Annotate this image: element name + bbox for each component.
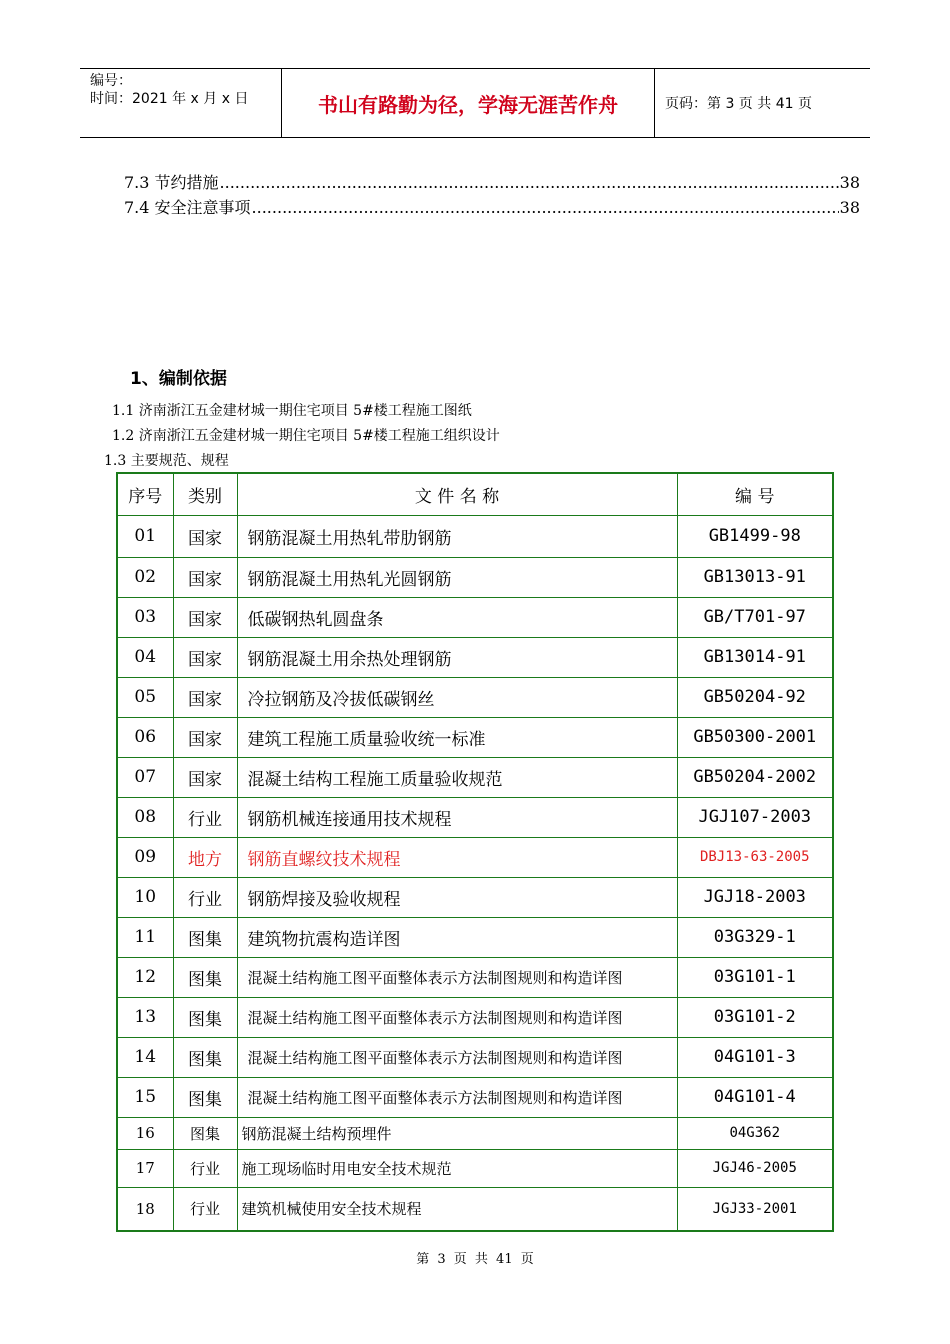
row-name: 钢筋混凝土结构预埋件 <box>237 1117 677 1149</box>
row-category: 国家 <box>173 557 237 597</box>
table-row <box>117 877 833 917</box>
row-no: 10 <box>117 877 173 917</box>
standards-table <box>116 472 834 1232</box>
table-row <box>117 1149 833 1187</box>
row-category: 图集 <box>173 1037 237 1077</box>
row-name: 建筑物抗震构造详图 <box>237 917 677 957</box>
row-category: 图集 <box>173 997 237 1037</box>
row-category: 行业 <box>173 877 237 917</box>
page-header <box>80 68 870 138</box>
row-code: GB13014-91 <box>677 637 833 677</box>
row-name: 冷拉钢筋及冷拔低碳钢丝 <box>237 677 677 717</box>
header-page-code: 页码：第 3 页 共 41 页 <box>665 96 812 112</box>
row-code: JGJ107-2003 <box>677 797 833 837</box>
row-code: GB/T701-97 <box>677 597 833 637</box>
row-name: 施工现场临时用电安全技术规范 <box>237 1149 677 1187</box>
header-cell-category: 类别 <box>173 473 237 515</box>
row-no: 09 <box>117 837 173 877</box>
toc-entry-page: 38 <box>839 173 860 192</box>
table-header-row <box>117 473 833 515</box>
toc-entry-label: 7.4 安全注意事项 <box>124 198 251 217</box>
table-row <box>117 515 833 557</box>
row-category: 图集 <box>173 957 237 997</box>
row-no: 17 <box>117 1149 173 1187</box>
row-no: 03 <box>117 597 173 637</box>
row-no: 05 <box>117 677 173 717</box>
table-row <box>117 1077 833 1117</box>
row-code: GB50204-2002 <box>677 757 833 797</box>
row-no: 08 <box>117 797 173 837</box>
row-no: 04 <box>117 637 173 677</box>
page-footer: 第 3 页 共 41 页 <box>416 1252 534 1267</box>
section-title: 1、编制依据 <box>130 369 227 389</box>
row-category: 国家 <box>173 597 237 637</box>
row-category: 国家 <box>173 637 237 677</box>
row-category: 行业 <box>173 1187 237 1231</box>
table-row <box>117 797 833 837</box>
row-no: 01 <box>117 515 173 557</box>
row-category: 国家 <box>173 677 237 717</box>
table-row <box>117 957 833 997</box>
row-name: 钢筋焊接及验收规程 <box>237 877 677 917</box>
row-name: 钢筋混凝土用热轧带肋钢筋 <box>237 515 677 557</box>
row-code: JGJ18-2003 <box>677 877 833 917</box>
row-code: GB50300-2001 <box>677 717 833 757</box>
row-no: 15 <box>117 1077 173 1117</box>
row-name: 建筑机械使用安全技术规程 <box>237 1187 677 1231</box>
row-code: JGJ46-2005 <box>677 1149 833 1187</box>
toc-leader-dots <box>220 173 839 192</box>
row-name: 混凝土结构工程施工质量验收规范 <box>237 757 677 797</box>
row-no: 16 <box>117 1117 173 1149</box>
table-row <box>117 917 833 957</box>
row-code: GB13013-91 <box>677 557 833 597</box>
table-row <box>117 637 833 677</box>
row-category: 国家 <box>173 717 237 757</box>
header-cell-no: 序号 <box>117 473 173 515</box>
table-row-highlighted <box>117 837 833 877</box>
header-time-label: 时间：2021 年 x 月 x 日 <box>90 91 249 107</box>
row-name: 钢筋混凝土用热轧光圆钢筋 <box>237 557 677 597</box>
header-info <box>80 69 280 137</box>
row-no: 07 <box>117 757 173 797</box>
row-code: GB50204-92 <box>677 677 833 717</box>
table-row <box>117 997 833 1037</box>
table-row <box>117 1037 833 1077</box>
row-category: 图集 <box>173 1077 237 1117</box>
row-category: 地方 <box>173 837 237 877</box>
row-code: 04G362 <box>677 1117 833 1149</box>
row-name: 钢筋机械连接通用技术规程 <box>237 797 677 837</box>
toc-entry[interactable] <box>124 170 860 192</box>
header-cell-code: 编 号 <box>677 473 833 515</box>
header-number-label: 编号： <box>90 73 132 89</box>
basis-item-2: 1.2 济南浙江五金建材城一期住宅项目 5#楼工程施工组织设计 <box>112 428 500 444</box>
row-no: 06 <box>117 717 173 757</box>
row-code: DBJ13-63-2005 <box>677 837 833 877</box>
row-category: 行业 <box>173 797 237 837</box>
row-code: JGJ33-2001 <box>677 1187 833 1231</box>
table-row <box>117 1187 833 1231</box>
header-cell-name: 文 件 名 称 <box>237 473 677 515</box>
row-code: 03G329-1 <box>677 917 833 957</box>
toc-entry[interactable] <box>124 195 860 217</box>
row-name: 低碳钢热轧圆盘条 <box>237 597 677 637</box>
row-category: 行业 <box>173 1149 237 1187</box>
table-row <box>117 677 833 717</box>
row-name: 混凝土结构施工图平面整体表示方法制图规则和构造详图 <box>237 1037 677 1077</box>
table-row <box>117 557 833 597</box>
row-name: 建筑工程施工质量验收统一标准 <box>237 717 677 757</box>
row-code: 04G101-4 <box>677 1077 833 1117</box>
header-motto: 书山有路勤为径，学海无涯苦作舟 <box>281 69 655 137</box>
row-code: GB1499-98 <box>677 515 833 557</box>
row-name: 混凝土结构施工图平面整体表示方法制图规则和构造详图 <box>237 957 677 997</box>
toc-leader-dots <box>252 198 839 217</box>
row-category: 图集 <box>173 1117 237 1149</box>
row-name: 钢筋直螺纹技术规程 <box>237 837 677 877</box>
toc-entry-page: 38 <box>839 198 860 217</box>
table-row <box>117 717 833 757</box>
row-name: 钢筋混凝土用余热处理钢筋 <box>237 637 677 677</box>
row-category: 国家 <box>173 515 237 557</box>
row-code: 03G101-2 <box>677 997 833 1037</box>
table-row <box>117 1117 833 1149</box>
row-category: 国家 <box>173 757 237 797</box>
row-name: 混凝土结构施工图平面整体表示方法制图规则和构造详图 <box>237 997 677 1037</box>
row-no: 12 <box>117 957 173 997</box>
row-no: 13 <box>117 997 173 1037</box>
row-category: 图集 <box>173 917 237 957</box>
row-no: 18 <box>117 1187 173 1231</box>
toc-entry-label: 7.3 节约措施 <box>124 173 219 192</box>
row-no: 14 <box>117 1037 173 1077</box>
row-code: 03G101-1 <box>677 957 833 997</box>
basis-item-3: 1.3 主要规范、规程 <box>104 453 229 469</box>
row-name: 混凝土结构施工图平面整体表示方法制图规则和构造详图 <box>237 1077 677 1117</box>
table-row <box>117 757 833 797</box>
row-code: 04G101-3 <box>677 1037 833 1077</box>
row-no: 02 <box>117 557 173 597</box>
table-row <box>117 597 833 637</box>
basis-item-1: 1.1 济南浙江五金建材城一期住宅项目 5#楼工程施工图纸 <box>112 403 472 419</box>
row-no: 11 <box>117 917 173 957</box>
